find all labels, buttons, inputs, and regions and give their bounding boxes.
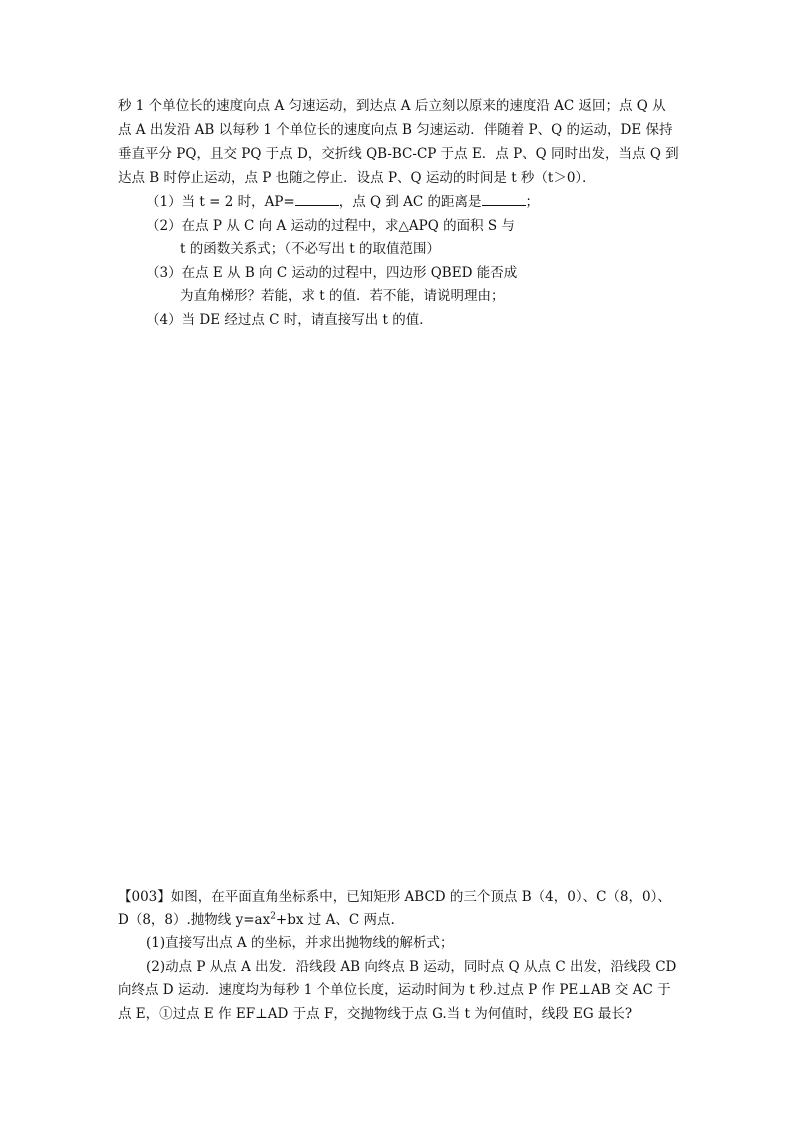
intro-line-2: 点 A 出发沿 AB 以每秒 1 个单位长的速度向点 B 匀速运动．伴随着 P、Q 的运动，DE 保持 xyxy=(118,122,673,138)
problem-003-line-4: (2)动点 P 从点 A 出发．沿线段 AB 向终点 B 运动，同时点 Q 从点 C 出发，沿线段 CD xyxy=(146,959,677,975)
answer-blank-ap xyxy=(295,193,339,206)
problem-003-line-5: 向终点 D 运动．速度均为每秒 1 个单位长度，运动时间为 t 秒.过点 P 作 PE⊥AB 交 AC 于 xyxy=(118,982,671,998)
question-3-line-1: （3）在点 E 从 B 向 C 运动的过程中，四边形 QBED 能否成 xyxy=(146,265,518,281)
question-1 xyxy=(146,193,539,211)
exponent: 2 xyxy=(270,911,276,922)
intro-line-1: 秒 1 个单位长的速度向点 A 匀速运动，到达点 A 后立刻以原来的速度沿 AC 返回；点 Q 从 xyxy=(118,98,666,114)
question-3-line-2: 为直角梯形？若能，求 t 的值．若不能，请说明理由； xyxy=(180,288,505,304)
problem-003-line-6: 点 E，①过点 E 作 EF⊥AD 于点 F，交抛物线于点 G.当 t 为何值时，线段 EG 最长? xyxy=(118,1006,633,1022)
line2-text-b: +bx 过 A、C 两点. xyxy=(275,912,395,928)
intro-line-4: 达点 B 时停止运动，点 P 也随之停止．设点 P、Q 运动的时间是 t 秒（t＞0）． xyxy=(118,170,596,186)
answer-blank-distance xyxy=(482,193,526,206)
question-4: （4）当 DE 经过点 C 时，请直接写出 t 的值． xyxy=(146,312,433,328)
problem-003-line-2 xyxy=(118,911,395,929)
problem-003-line-3: (1)直接写出点 A 的坐标，并求出抛物线的解析式； xyxy=(146,935,454,951)
question-2-line-2: t 的函数关系式；（不必写出 t 的取值范围） xyxy=(180,241,440,257)
line2-text-a: D（8，8）.抛物线 y=ax xyxy=(118,912,271,928)
q1-text-b: ，点 Q 到 AC 的距离是 xyxy=(338,194,482,210)
q1-text-c: ； xyxy=(525,194,540,210)
problem-003-line-1: 【003】如图，在平面直角坐标系中，已知矩形 ABCD 的三个顶点 B（4，0）、C（8，0）、 xyxy=(118,889,671,905)
question-2-line-1: （2）在点 P 从 C 向 A 运动的过程中，求△APQ 的面积 S 与 xyxy=(146,218,515,234)
intro-line-3: 垂直平分 PQ，且交 PQ 于点 D，交折线 QB-BC-CP 于点 E．点 P、Q 同时出发，当点 Q 到 xyxy=(118,146,679,162)
q1-text-a: （1）当 t = 2 时，AP= xyxy=(146,194,295,210)
